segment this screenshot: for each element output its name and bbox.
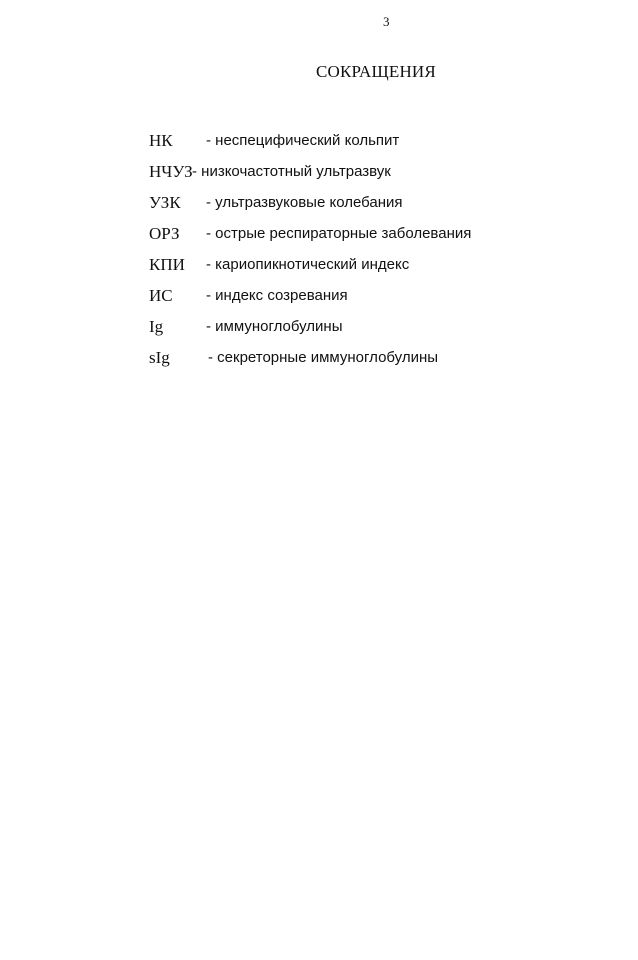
- abbreviation-description: - неспецифический кольпит: [206, 132, 400, 149]
- abbreviation-description: - индекс созревания: [206, 287, 348, 304]
- abbreviation-term: НЧУЗ: [149, 162, 193, 181]
- abbreviation-term: Ig: [149, 317, 164, 336]
- abbreviation-row: [0, 317, 638, 348]
- abbreviation-term: ОРЗ: [149, 224, 180, 243]
- abbreviation-row: [0, 193, 638, 224]
- abbreviation-description: - иммуноглобулины: [206, 318, 343, 335]
- abbreviation-term: ИС: [149, 286, 173, 305]
- abbreviation-row: [0, 162, 638, 193]
- abbreviation-description: - острые респираторные заболевания: [206, 225, 472, 242]
- abbreviation-list: [0, 131, 638, 379]
- page-number: 3: [383, 14, 390, 29]
- abbreviation-description: - ультразвуковые колебания: [206, 194, 403, 211]
- abbreviation-term: НК: [149, 131, 173, 150]
- abbreviation-row: [0, 224, 638, 255]
- abbreviation-term: УЗК: [149, 193, 181, 212]
- abbreviation-row: [0, 286, 638, 317]
- abbreviation-description: - низкочастотный ультразвук: [192, 163, 391, 180]
- abbreviation-term: sIg: [149, 348, 170, 367]
- abbreviation-description: - секреторные иммуноглобулины: [208, 349, 439, 366]
- abbreviation-description: - кариопикнотический индекс: [206, 256, 410, 273]
- abbreviation-row: [0, 131, 638, 162]
- abbreviation-term: КПИ: [149, 255, 185, 274]
- abbreviation-row: [0, 255, 638, 286]
- page-title: СОКРАЩЕНИЯ: [316, 62, 436, 81]
- abbreviation-row: [0, 348, 638, 379]
